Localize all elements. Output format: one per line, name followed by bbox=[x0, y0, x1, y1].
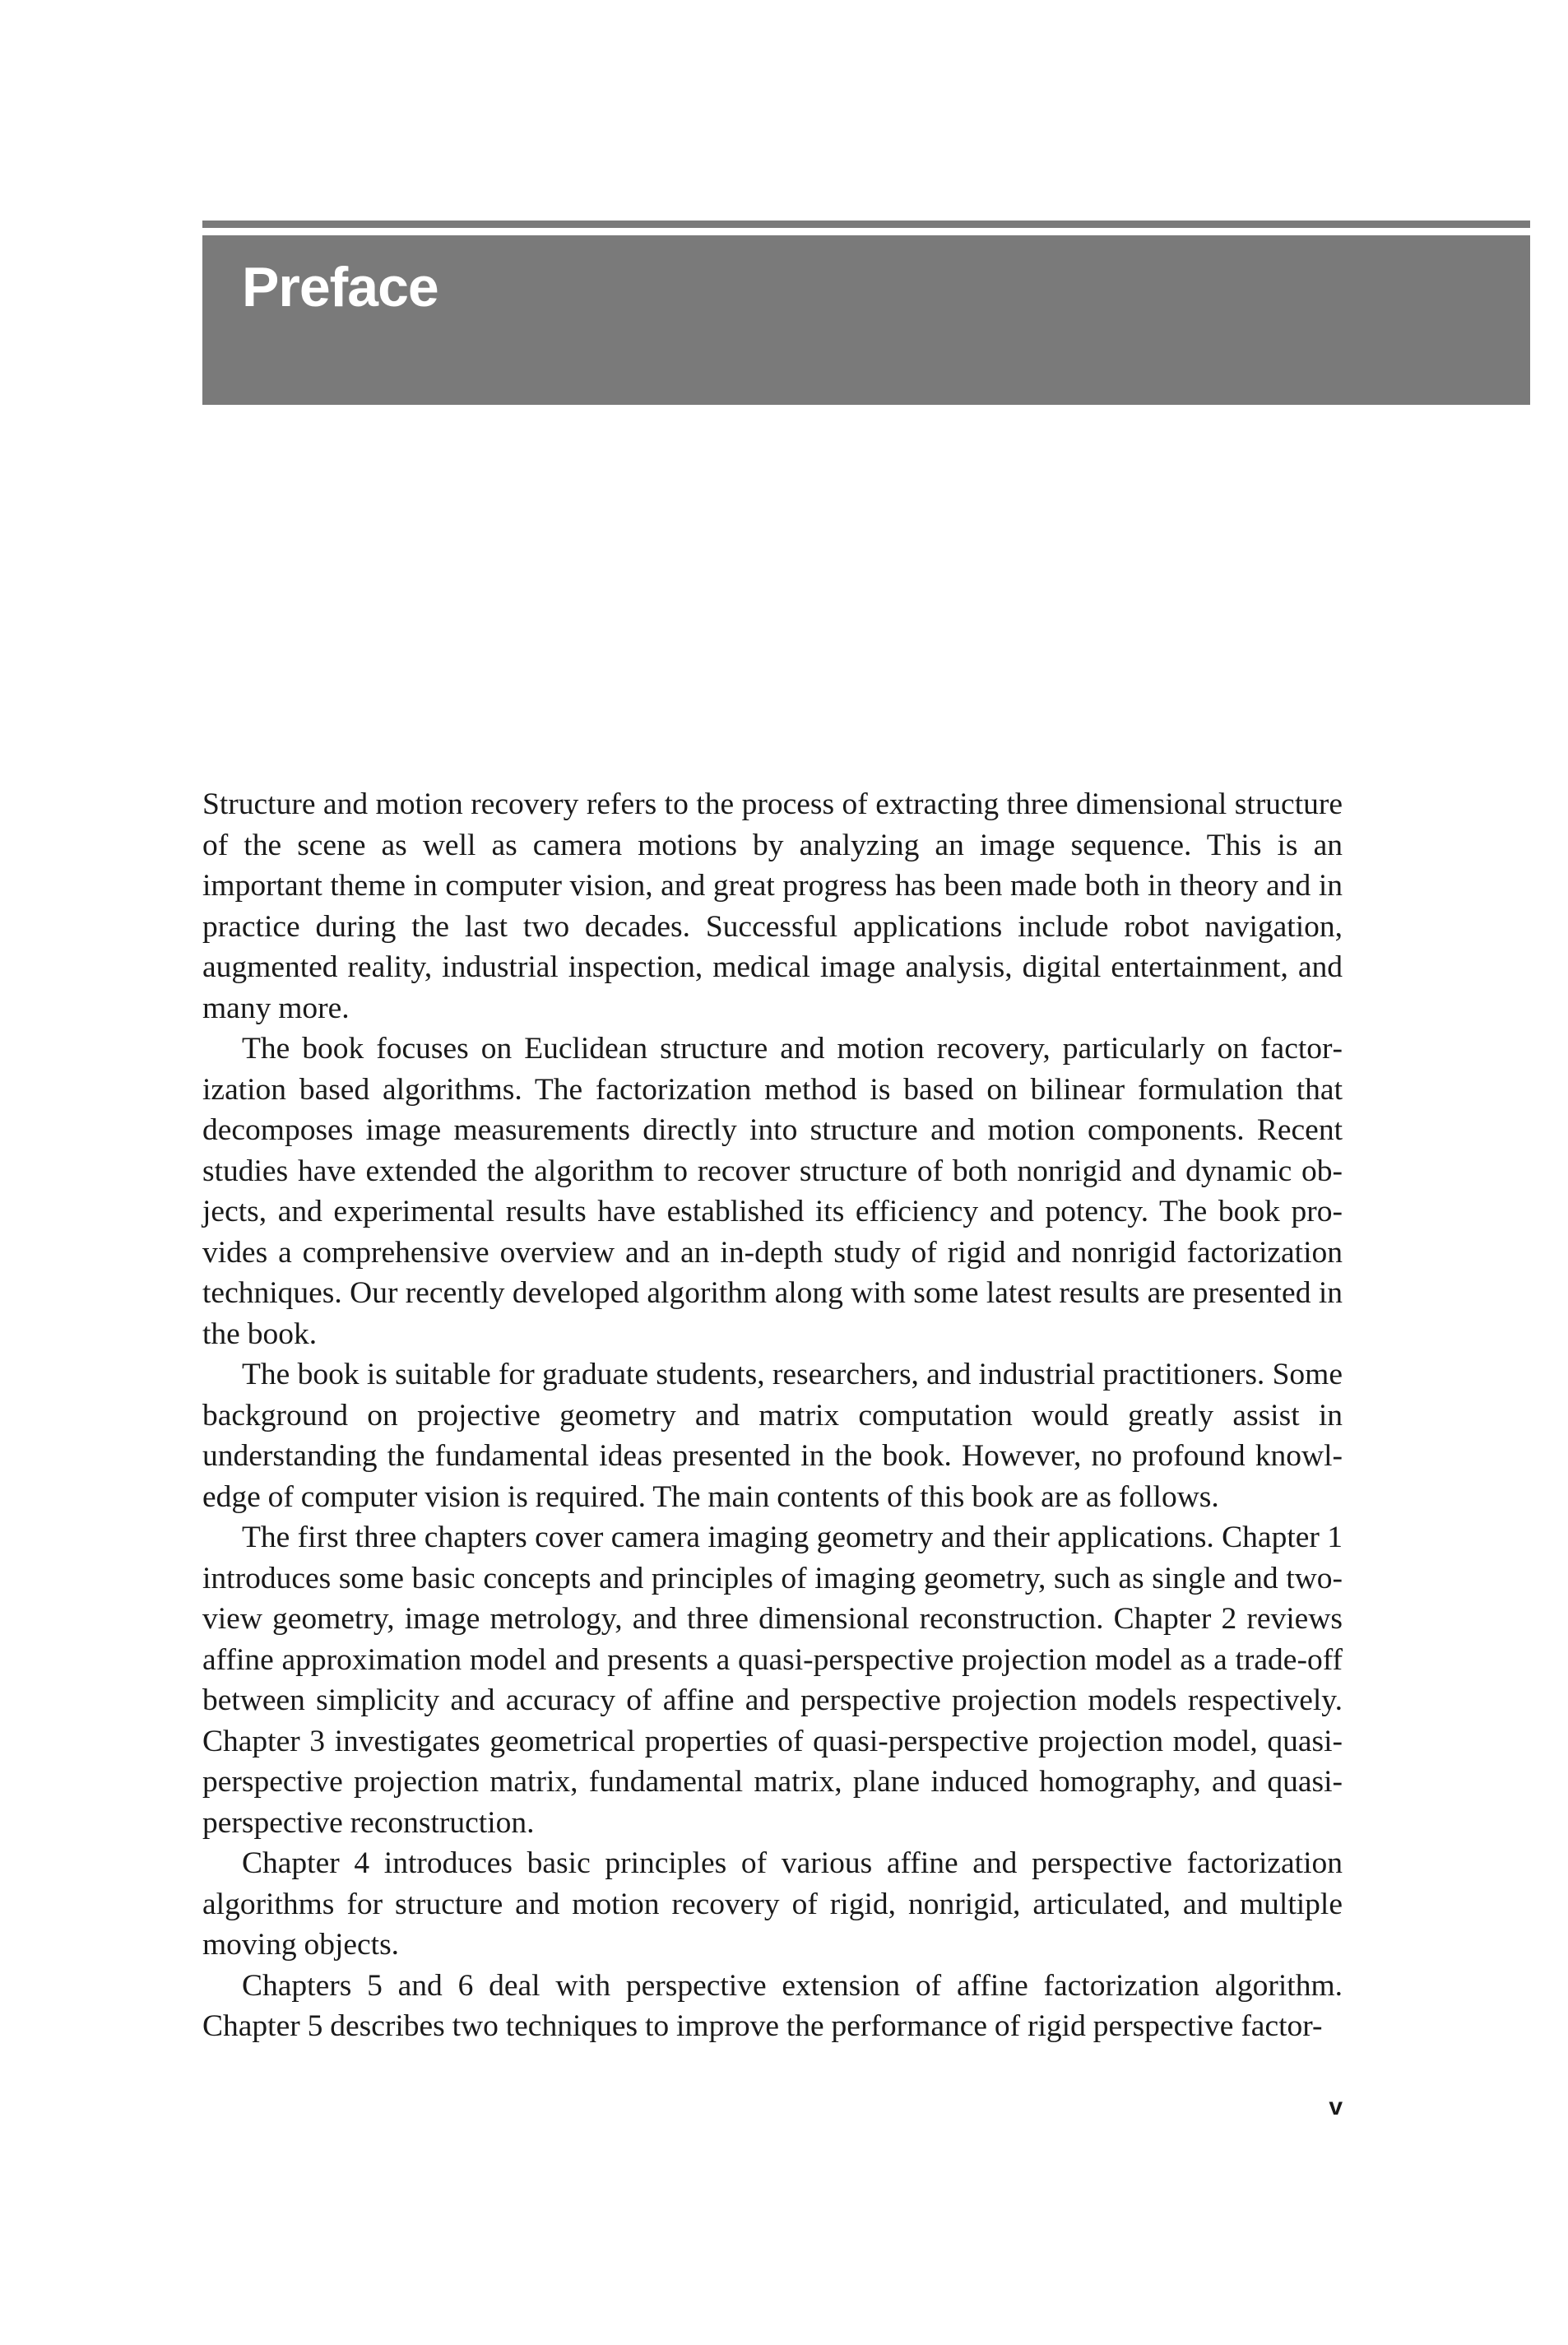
paragraph-6: Chapters 5 and 6 deal with perspective extension of affine factorization algorithm. Chapter 5 describes two techniques to improve the performance of rigid perspective factor- bbox=[202, 1968, 1343, 2043]
paragraph-1: Structure and motion recovery refers to the process of extracting three dimensional structure of the scene as well as camera motions by analyzing an image sequence. This is an important theme in computer vision, and great progress has been made both in theory and in practice during the last two decades. Successful applications include robot navigation, augmented reality, industrial inspection, medical image analysis, digital entertainment, and many more. bbox=[202, 787, 1343, 1025]
header-top-rule bbox=[202, 221, 1530, 228]
chapter-title: Preface bbox=[242, 256, 438, 318]
paragraph-5: Chapter 4 introduces basic principles of various affine and perspective factorization algorithms for structure and motion recovery of rigid, nonrigid, articulated, and multiple moving objects. bbox=[202, 1846, 1343, 1962]
chapter-header-band bbox=[202, 235, 1530, 405]
preface-body bbox=[202, 784, 1343, 2047]
paragraph-2: The book focuses on Euclidean structure and motion recovery, particularly on factorization based algorithms. The factorization method is based on bilinear formulation that decomposes image measurements directly into structure and motion components. Recent studies have extended the algorithm to recover structure of both nonrigid and dynamic objects, and experimental results have established its efficiency and potency. The book provides a comprehensive overview and an in-depth study of rigid and nonrigid factorization techniques. Our recently developed algorithm along with some latest results are presented in the book. bbox=[202, 1032, 1343, 1351]
paragraph-3: The book is suitable for graduate students, researchers, and industrial practitioners. Some background on projective geometry and matrix computation would greatly assist in understanding the fundamental ideas presented in the book. However, no profound knowledge of computer vision is required. The main contents of this book are as follows. bbox=[202, 1358, 1343, 1514]
paragraph-4: The first three chapters cover camera imaging geometry and their applications. Chapter 1 introduces some basic concepts and principles of imaging geometry, such as single and two-view geometry, image metrology, and three dimensional reconstruction. Chapter 2 reviews affine approximation model and presents a quasi-perspective projection model as a trade-off between simplicity and accuracy of affine and perspective projection models respectively. Chapter 3 investigates geometrical properties of quasi-perspective projection model, quasi-perspective projection matrix, fundamental matrix, plane induced homography, and quasi-perspective reconstruction. bbox=[202, 1521, 1343, 1840]
page-number: v bbox=[1329, 2093, 1343, 2120]
